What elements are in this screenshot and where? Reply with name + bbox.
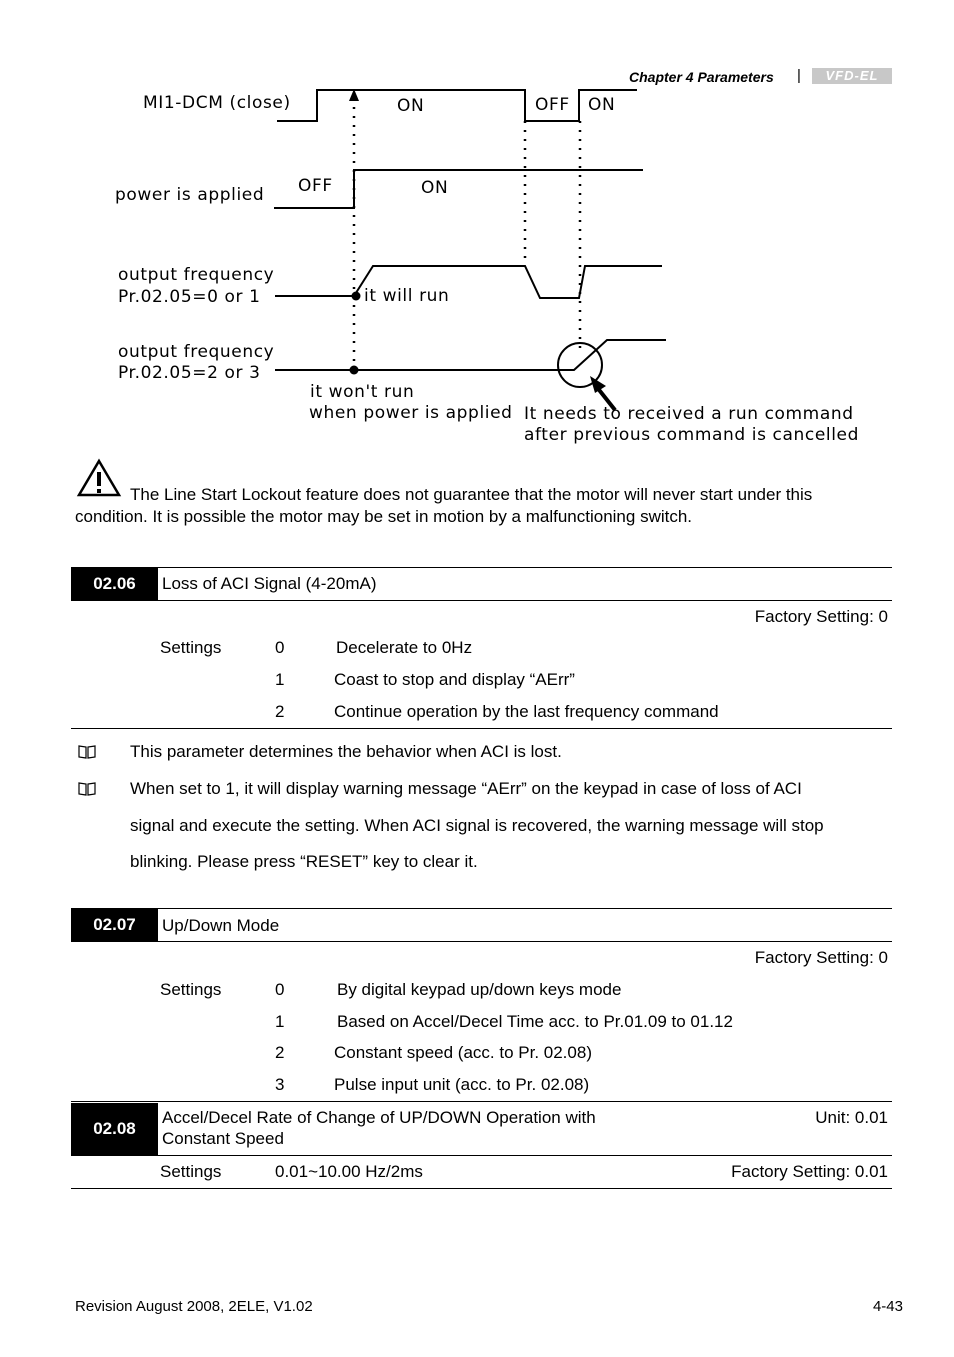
option-desc: By digital keypad up/down keys mode: [337, 980, 622, 999]
option-desc: Pulse input unit (acc. to Pr. 02.08): [334, 1075, 590, 1094]
option-desc: Coast to stop and display “AErr”: [334, 670, 575, 689]
mi1-on-1: ON: [397, 96, 425, 116]
rule-0208-bottom: [71, 1188, 892, 1189]
timing-diagram: [0, 0, 954, 460]
page-number: 4-43: [872, 1298, 903, 1315]
header-separator: |: [797, 67, 801, 84]
output-freq-1-waveform: [275, 266, 662, 298]
settings-label-0206: Settings: [160, 638, 222, 657]
out2-label-1: output frequency: [118, 342, 275, 362]
out1-note: it will run: [364, 286, 450, 306]
option-value: 1: [275, 670, 285, 689]
note-2-line-1: When set to 1, it will display warning message “AErr” on the keypad in case of loss of ACI: [130, 779, 802, 798]
param-title-0207: Up/Down Mode: [162, 916, 280, 935]
note-2-line-2: signal and execute the setting. When ACI signal is recovered, the warning message will stop: [130, 816, 824, 835]
rule-0207-title: [71, 941, 892, 942]
run-point-2: [350, 366, 359, 375]
option-desc: Decelerate to 0Hz: [336, 638, 473, 657]
rule-0206-bottom: [71, 728, 892, 729]
param-title-0206: Loss of ACI Signal (4-20mA): [162, 574, 377, 593]
out2-note-4: after previous command is cancelled: [524, 425, 859, 445]
option-desc: Continue operation by the last frequency command: [334, 702, 719, 721]
rule-0207-top: [71, 908, 892, 909]
factory-setting-0206: Factory Setting: 0: [754, 607, 888, 626]
param-code-0208: 02.08: [71, 1103, 158, 1155]
range-0208: 0.01~10.00 Hz/2ms: [275, 1162, 423, 1181]
mi1-waveform: [277, 90, 637, 121]
output-freq-2-waveform: [275, 340, 666, 370]
rule-0208-title: [71, 1155, 892, 1156]
rule-0208-top: [71, 1101, 892, 1102]
out1-label-2: Pr.02.05=0 or 1: [118, 287, 261, 307]
param-code-0207: 02.07: [71, 908, 158, 941]
param-title-0208-line-2: Constant Speed: [162, 1129, 284, 1148]
option-desc: Constant speed (acc. to Pr. 02.08): [334, 1043, 592, 1062]
chapter-title: Chapter 4 Parameters: [629, 69, 774, 85]
param-code-0206: 02.06: [71, 567, 158, 600]
brand-logo: VFD-EL: [812, 68, 892, 84]
warning-line-1: The Line Start Lockout feature does not guarantee that the motor will never start under this: [130, 485, 813, 504]
book-icon: [78, 781, 96, 796]
option-desc: Based on Accel/Decel Time acc. to Pr.01.09 to 01.12: [337, 1012, 733, 1031]
rule-0206-title: [71, 600, 892, 601]
out2-label-2: Pr.02.05=2 or 3: [118, 363, 261, 383]
power-off: OFF: [298, 176, 333, 196]
book-icon: [78, 744, 96, 759]
run-point-1: [352, 292, 361, 301]
out2-note-3: It needs to received a run command: [524, 404, 854, 424]
note-1: This parameter determines the behavior when ACI is lost.: [130, 742, 562, 761]
note-2-line-3: blinking. Please press “RESET” key to clear it.: [130, 852, 478, 871]
option-value: 2: [275, 1043, 285, 1062]
factory-setting-0208: Factory Setting: 0.01: [731, 1162, 888, 1181]
param-title-0208-line-1: Accel/Decel Rate of Change of UP/DOWN Operation with: [162, 1108, 596, 1127]
option-value: 1: [275, 1012, 285, 1031]
power-label: power is applied: [115, 185, 265, 205]
option-value: 2: [275, 702, 285, 721]
mi1-off: OFF: [535, 95, 570, 115]
out1-label-1: output frequency: [118, 265, 275, 285]
settings-label-0207: Settings: [160, 980, 222, 999]
settings-label-0208: Settings: [160, 1162, 222, 1181]
footer-revision: Revision August 2008, 2ELE, V1.02: [75, 1298, 313, 1315]
rule-0206-top: [71, 567, 892, 568]
unit-0208: Unit: 0.01: [815, 1108, 888, 1127]
power-on: ON: [421, 178, 449, 198]
option-value: 0: [275, 980, 285, 999]
mi1-on-2: ON: [588, 95, 616, 115]
out2-note-2: when power is applied: [309, 403, 513, 423]
factory-setting-0207: Factory Setting: 0: [754, 948, 888, 967]
option-value: 3: [275, 1075, 285, 1094]
mi1-label: MI1-DCM (close): [143, 93, 291, 113]
out2-note-1: it won't run: [310, 382, 415, 402]
warning-triangle-icon: [76, 458, 122, 498]
warning-line-2: condition. It is possible the motor may be set in motion by a malfunctioning switch.: [75, 507, 693, 526]
option-value: 0: [275, 638, 285, 657]
